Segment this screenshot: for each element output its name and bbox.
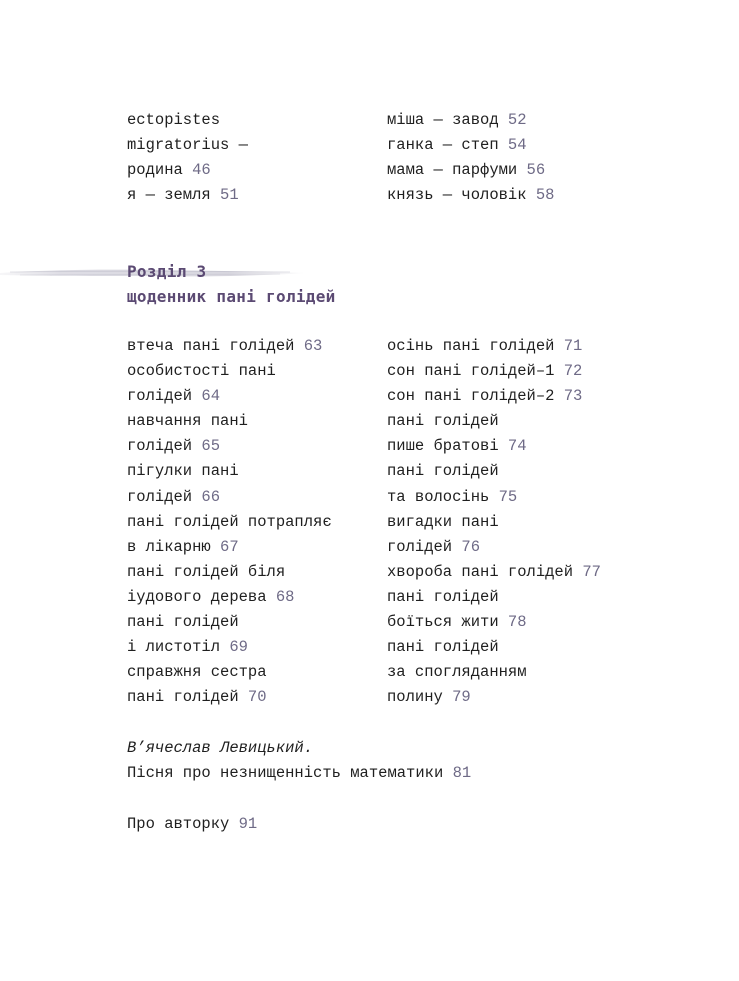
entry-title: голідей <box>127 387 193 406</box>
toc-entry <box>127 158 248 183</box>
entry-page: 52 <box>507 111 527 129</box>
toc-entry <box>387 660 601 685</box>
entry-title: ectopistes <box>127 111 221 129</box>
entry-title: пані голідей <box>387 412 499 431</box>
entry-page: 54 <box>507 136 527 155</box>
entry-page: 58 <box>535 186 555 205</box>
toc-entry <box>387 635 601 660</box>
entry-page: 63 <box>303 337 323 355</box>
entry-title: голідей <box>127 437 193 456</box>
toc-entry <box>387 585 601 610</box>
toc-entry <box>127 535 332 560</box>
entry-title: іудового дерева <box>127 587 267 606</box>
entry-title: сон пані голідей–1 <box>387 362 555 381</box>
entry-title: пані голідей <box>387 638 499 657</box>
entry-page: 78 <box>507 613 527 632</box>
toc-entry <box>127 585 332 610</box>
entry-title: міша — завод <box>387 111 499 129</box>
entry-page: 56 <box>526 161 546 180</box>
toc-entry <box>127 359 332 384</box>
toc-entry <box>127 183 248 208</box>
entry-page: 72 <box>563 362 583 381</box>
entry-page: 77 <box>582 562 601 581</box>
entry-page: 70 <box>247 688 267 707</box>
toc-entry <box>127 384 332 409</box>
entry-page: 71 <box>563 337 583 355</box>
toc-entry <box>387 434 601 459</box>
entry-title: хвороба пані голідей <box>387 562 574 581</box>
entry-title: за споглядання​м <box>387 663 527 682</box>
entry-page: 51 <box>220 186 239 205</box>
entry-title: родина <box>127 161 183 180</box>
entry-title: пані голідей <box>127 688 239 707</box>
toc-entry <box>387 459 601 484</box>
toc-entry <box>127 560 332 585</box>
entry-page: 91 <box>238 815 258 833</box>
afterword-entry <box>127 736 471 786</box>
toc-entry <box>387 334 601 359</box>
toc-entry <box>127 660 332 685</box>
entry-title: мама — парфуми <box>387 161 518 180</box>
entry-title: в лікарню <box>127 537 211 556</box>
entry-page: 76 <box>461 537 481 556</box>
entry-page: 74 <box>507 437 527 456</box>
entry-title: князь — чоловік <box>387 186 527 205</box>
entry-title: ганка — степ <box>387 136 499 155</box>
toc-column-left <box>127 334 332 710</box>
entry-title: та волосінь <box>387 487 490 506</box>
entry-title: Пісня про незнищенність математики <box>127 764 444 783</box>
entry-title: пані голідей біля <box>127 562 286 581</box>
section-title: щоденник пані голідей <box>127 287 336 306</box>
entry-title: migratorius — <box>127 136 248 155</box>
toc-entry <box>387 409 601 434</box>
entry-title: втеча пані голідей <box>127 337 295 355</box>
entry-page: 46 <box>192 161 211 180</box>
entry-page: 75 <box>498 487 518 506</box>
toc-entry <box>387 183 554 208</box>
toc-column-top-left <box>127 108 248 208</box>
entry-title: я — земля <box>127 186 211 205</box>
about-entry <box>127 812 257 837</box>
toc-entry <box>387 560 601 585</box>
entry-title: пише братові <box>387 437 499 456</box>
section-heading <box>127 259 336 309</box>
toc-column-top-right <box>387 108 554 208</box>
toc-entry <box>127 334 332 359</box>
entry-title: вигадки пані <box>387 512 499 531</box>
toc-entry <box>387 685 601 710</box>
toc-entry <box>387 133 554 158</box>
toc-entry <box>387 535 601 560</box>
toc-entry <box>387 158 554 183</box>
entry-page: 69 <box>229 638 248 657</box>
toc-entry <box>127 133 248 158</box>
entry-title: полину <box>387 688 443 707</box>
toc-entry <box>127 635 332 660</box>
entry-title: пані голідей потрапляє <box>127 512 332 531</box>
entry-title: голідей <box>127 487 193 506</box>
toc-entry <box>387 384 601 409</box>
entry-page: 66 <box>201 487 221 506</box>
toc-entry <box>127 108 248 133</box>
toc-entry <box>127 812 257 837</box>
entry-title: пані голідей <box>387 462 499 481</box>
entry-title: сон пані голідей–2 <box>387 387 555 406</box>
toc-entry <box>387 610 601 635</box>
entry-title: пігулки пані <box>127 462 239 481</box>
entry-title: пані голідей <box>127 613 239 632</box>
entry-page: 81 <box>452 764 472 783</box>
toc-entry <box>127 761 471 786</box>
entry-page: 68 <box>275 587 295 606</box>
toc-entry <box>127 485 332 510</box>
afterword-author: В’ячеслав Левицький. <box>127 739 314 757</box>
entry-title: справжня сестра <box>127 663 267 682</box>
entry-page: 64 <box>201 387 221 406</box>
toc-entry <box>127 685 332 710</box>
entry-title: боїться жити <box>387 613 499 632</box>
section-label: Розділ 3 <box>127 262 207 281</box>
toc-entry <box>127 409 332 434</box>
toc-entry <box>387 485 601 510</box>
toc-entry <box>387 510 601 535</box>
entry-title: навчання пані <box>127 412 248 431</box>
entry-title: осінь пані голідей <box>387 337 555 355</box>
entry-title: Про авторку <box>127 815 230 833</box>
toc-entry <box>127 434 332 459</box>
toc-entry <box>127 610 332 635</box>
toc-entry <box>127 459 332 484</box>
entry-title: особистості пані <box>127 362 276 381</box>
entry-title: і листотіл <box>127 638 221 657</box>
entry-page: 65 <box>201 437 221 456</box>
toc-entry <box>127 510 332 535</box>
entry-page: 67 <box>220 537 239 556</box>
entry-title: пані голідей <box>387 587 499 606</box>
toc-column-right <box>387 334 601 710</box>
toc-entry <box>387 108 554 133</box>
toc-entry <box>387 359 601 384</box>
entry-page: 79 <box>452 688 471 707</box>
entry-title: голідей <box>387 537 453 556</box>
entry-page: 73 <box>563 387 583 406</box>
